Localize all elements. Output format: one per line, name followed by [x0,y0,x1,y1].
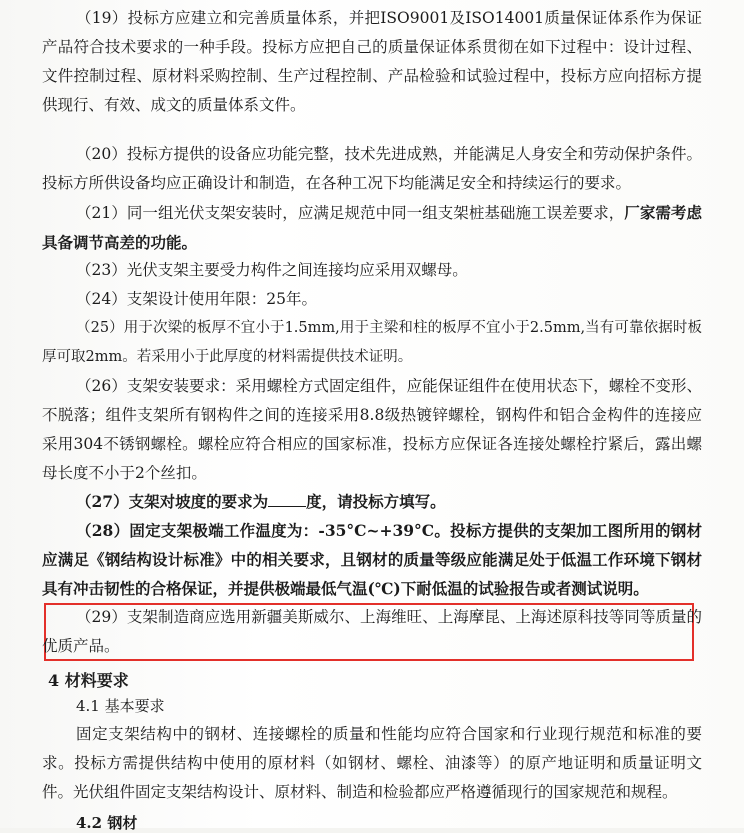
section-4-1-heading: 4.1 基本要求 [76,697,165,715]
paragraph-27 [42,487,702,516]
paragraph-29: （29）支架制造商应选用新疆美斯威尔、上海维旺、上海摩昆、上海述原科技等同等质量的优质产品。 [42,608,702,655]
paragraph-21-text: （21）同一组光伏支架安装时，应满足规范中同一组支架桩基础施工误差要求， [76,204,625,222]
paragraph-28: （28）固定支架极端工作温度为：-35°C~+39°C。投标方提供的支架加工图所用的钢材应满足《钢结构设计标准》中的相关要求，且钢材的质量等级应能满足处于低温工作环境下钢材具有冲击韧性的合格保证，并提供极端最低气温(℃)下耐低温的试验报告或者测试说明。 [42,521,702,598]
slope-blank-field [268,492,306,507]
paragraph-21-bold-text: 厂家需考虑具备调节高差的功能。 [42,203,702,252]
paragraph-23: （23）光伏支架主要受力构件之间连接均应采用双螺母。 [76,261,468,279]
paragraph-27-text-a: （27）支架对坡度的要求为 [76,492,269,511]
paragraph-24: （24）支架设计使用年限：25年。 [76,290,317,308]
section-4-heading: 4 材料要求 [48,671,129,690]
paragraph-26: （26）支架安装要求：采用螺栓方式固定组件，应能保证组件在使用状态下，螺栓不变形、不脱落；组件支架所有钢构件之间的连接采用8.8级热镀锌螺栓，钢构件和铝合金构件的连接应采用304不锈钢螺栓。螺栓应符合相应的国家标准，投标方应保证各连接处螺栓拧紧后，露出螺母长度不小于2个丝扣。 [42,377,702,482]
paragraph-19: （19）投标方应建立和完善质量体系，并把ISO9001及ISO14001质量保证体系作为保证产品符合技术要求的一种手段。投标方应把自己的质量保证体系贯彻在如下过程中：设计过程、文件控制过程、原材料采购控制、生产过程控制、产品检验和试验过程中，投标方应向招标方提供现行、有效、成文的质量体系文件。 [42,9,702,114]
paragraph-27-text-b: 度，请投标方填写。 [306,492,446,511]
section-4-2-heading: 4.2 钢材 [76,814,138,832]
paragraph-25: （25）用于次梁的板厚不宜小于1.5mm,用于主梁和柱的板厚不宜小于2.5mm,当有可靠依据时板厚可取2mm。若采用小于此厚度的材料需提供技术证明。 [42,320,702,365]
section-4-1-body: 固定支架结构中的钢材、连接螺栓的质量和性能均应符合国家和行业现行规范和标准的要求。投标方需提供结构中使用的原材料（如钢材、螺栓、油漆等）的原产地证明和质量证明文件。光伏组件固定支架结构设计、原材料、制造和检验都应严格遵循现行的国家规范和规程。 [42,725,702,801]
paragraph-20: （20）投标方提供的设备应功能完整，技术先进成熟，并能满足人身安全和劳动保护条件。投标方所供设备均应正确设计和制造，在各种工况下均能满足安全和持续运行的要求。 [42,145,702,192]
paragraph-21 [42,198,702,258]
